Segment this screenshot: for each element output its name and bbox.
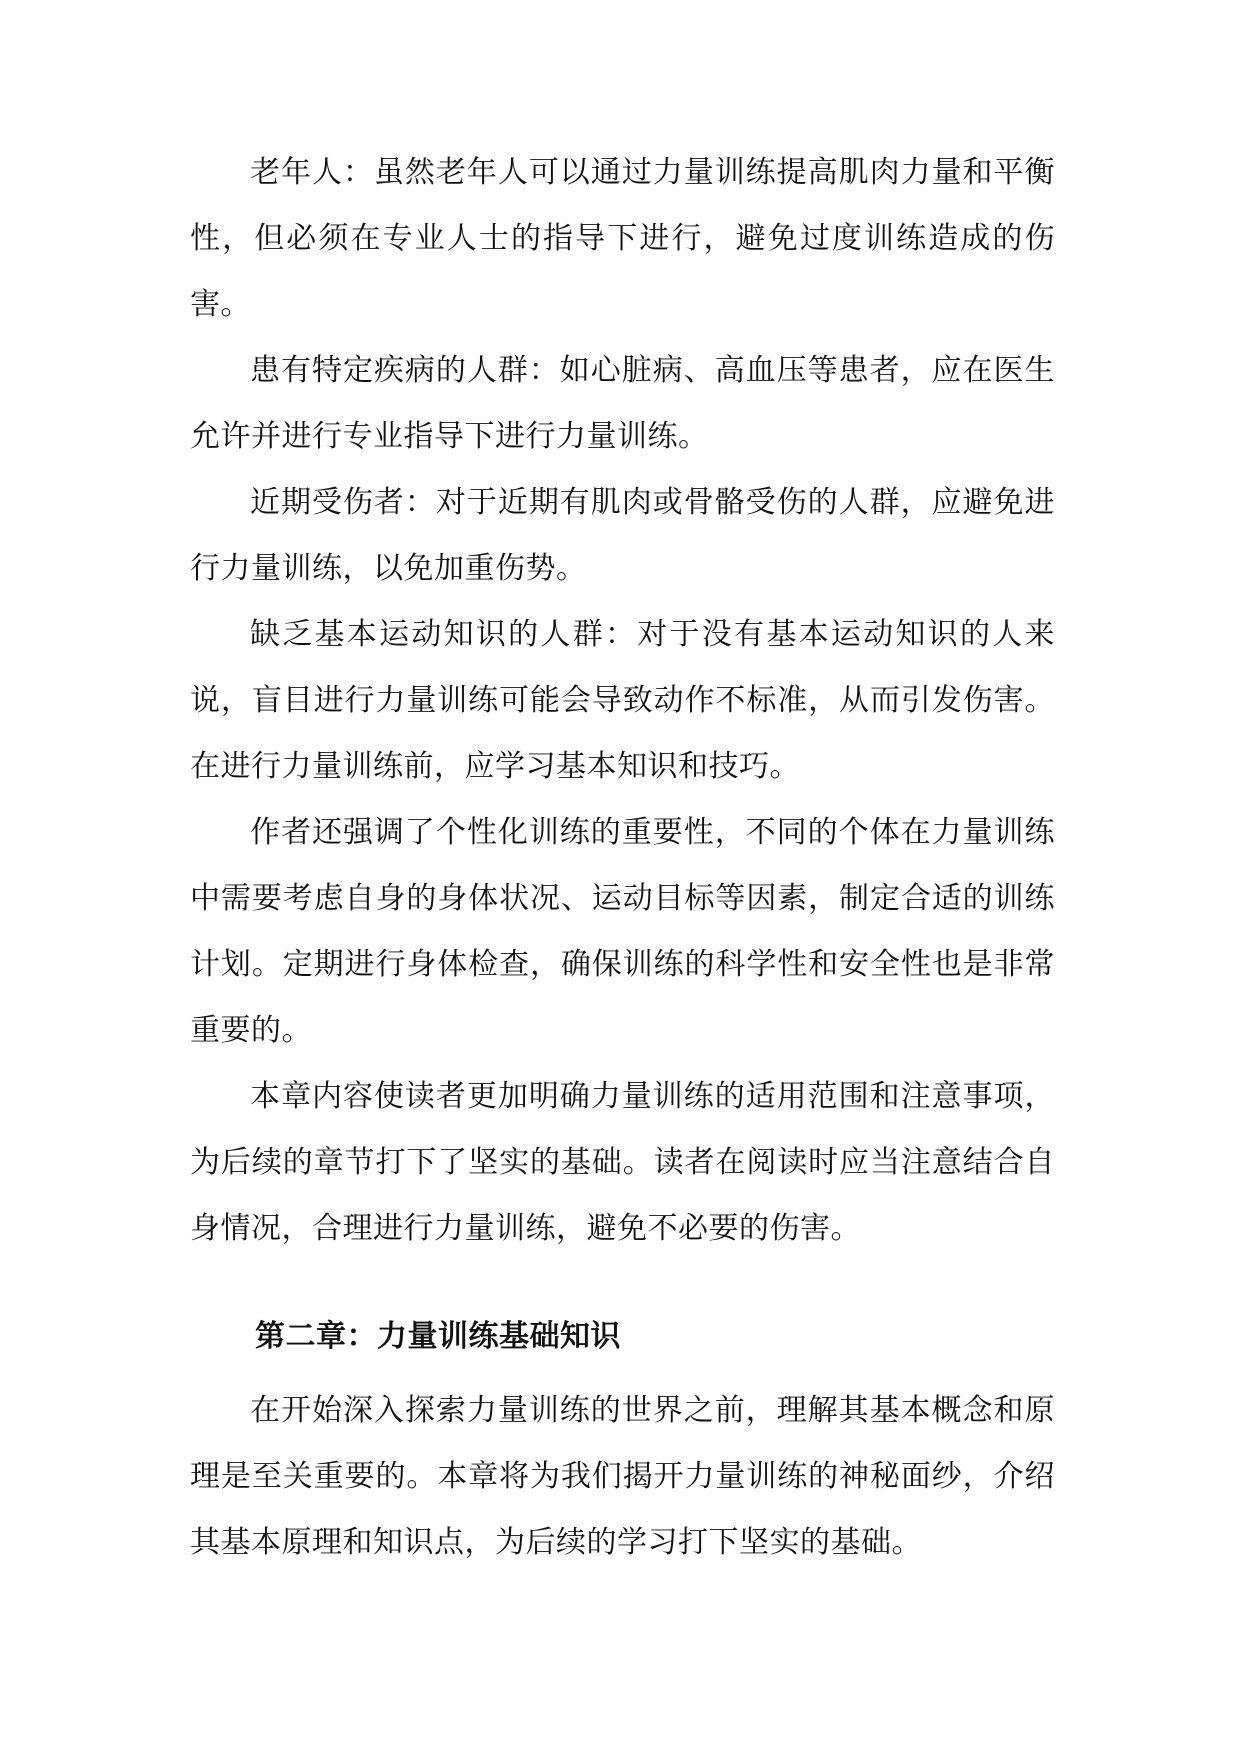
paragraph-summary: 本章内容使读者更加明确力量训练的适用范围和注意事项，为后续的章节打下了坚实的基础。读者在阅读时应当注意结合自身情况，合理进行力量训练，避免不必要的伤害。 (190, 1079, 1055, 1246)
page-content (190, 140, 1055, 1576)
paragraph-injured: 近期受伤者：对于近期有肌肉或骨骼受伤的人群，应避免进行力量训练，以免加重伤势。 (190, 485, 1055, 586)
paragraph-chapter-intro: 在开始深入探索力量训练的世界之前，理解其基本概念和原理是至关重要的。本章将为我们揭开力量训练的神秘面纱，介绍其基本原理和知识点，为后续的学习打下坚实的基础。 (190, 1393, 1055, 1560)
paragraph-personalized: 作者还强调了个性化训练的重要性，不同的个体在力量训练中需要考虑自身的身体状况、运动目标等因素，制定合适的训练计划。定期进行身体检查，确保训练的科学性和安全性也是非常重要的。 (190, 815, 1055, 1048)
paragraph-knowledge: 缺乏基本运动知识的人群：对于没有基本运动知识的人来说，盲目进行力量训练可能会导致动作不标准，从而引发伤害。在进行力量训练前，应学习基本知识和技巧。 (190, 617, 1055, 784)
paragraph-elderly: 老年人：虽然老年人可以通过力量训练提高肌肉力量和平衡性，但必须在专业人士的指导下进行，避免过度训练造成的伤害。 (190, 155, 1055, 322)
paragraph-disease: 患有特定疾病的人群：如心脏病、高血压等患者，应在医生允许并进行专业指导下进行力量训练。 (190, 353, 1055, 454)
chapter-title: 第二章：力量训练基础知识 (255, 1319, 621, 1354)
